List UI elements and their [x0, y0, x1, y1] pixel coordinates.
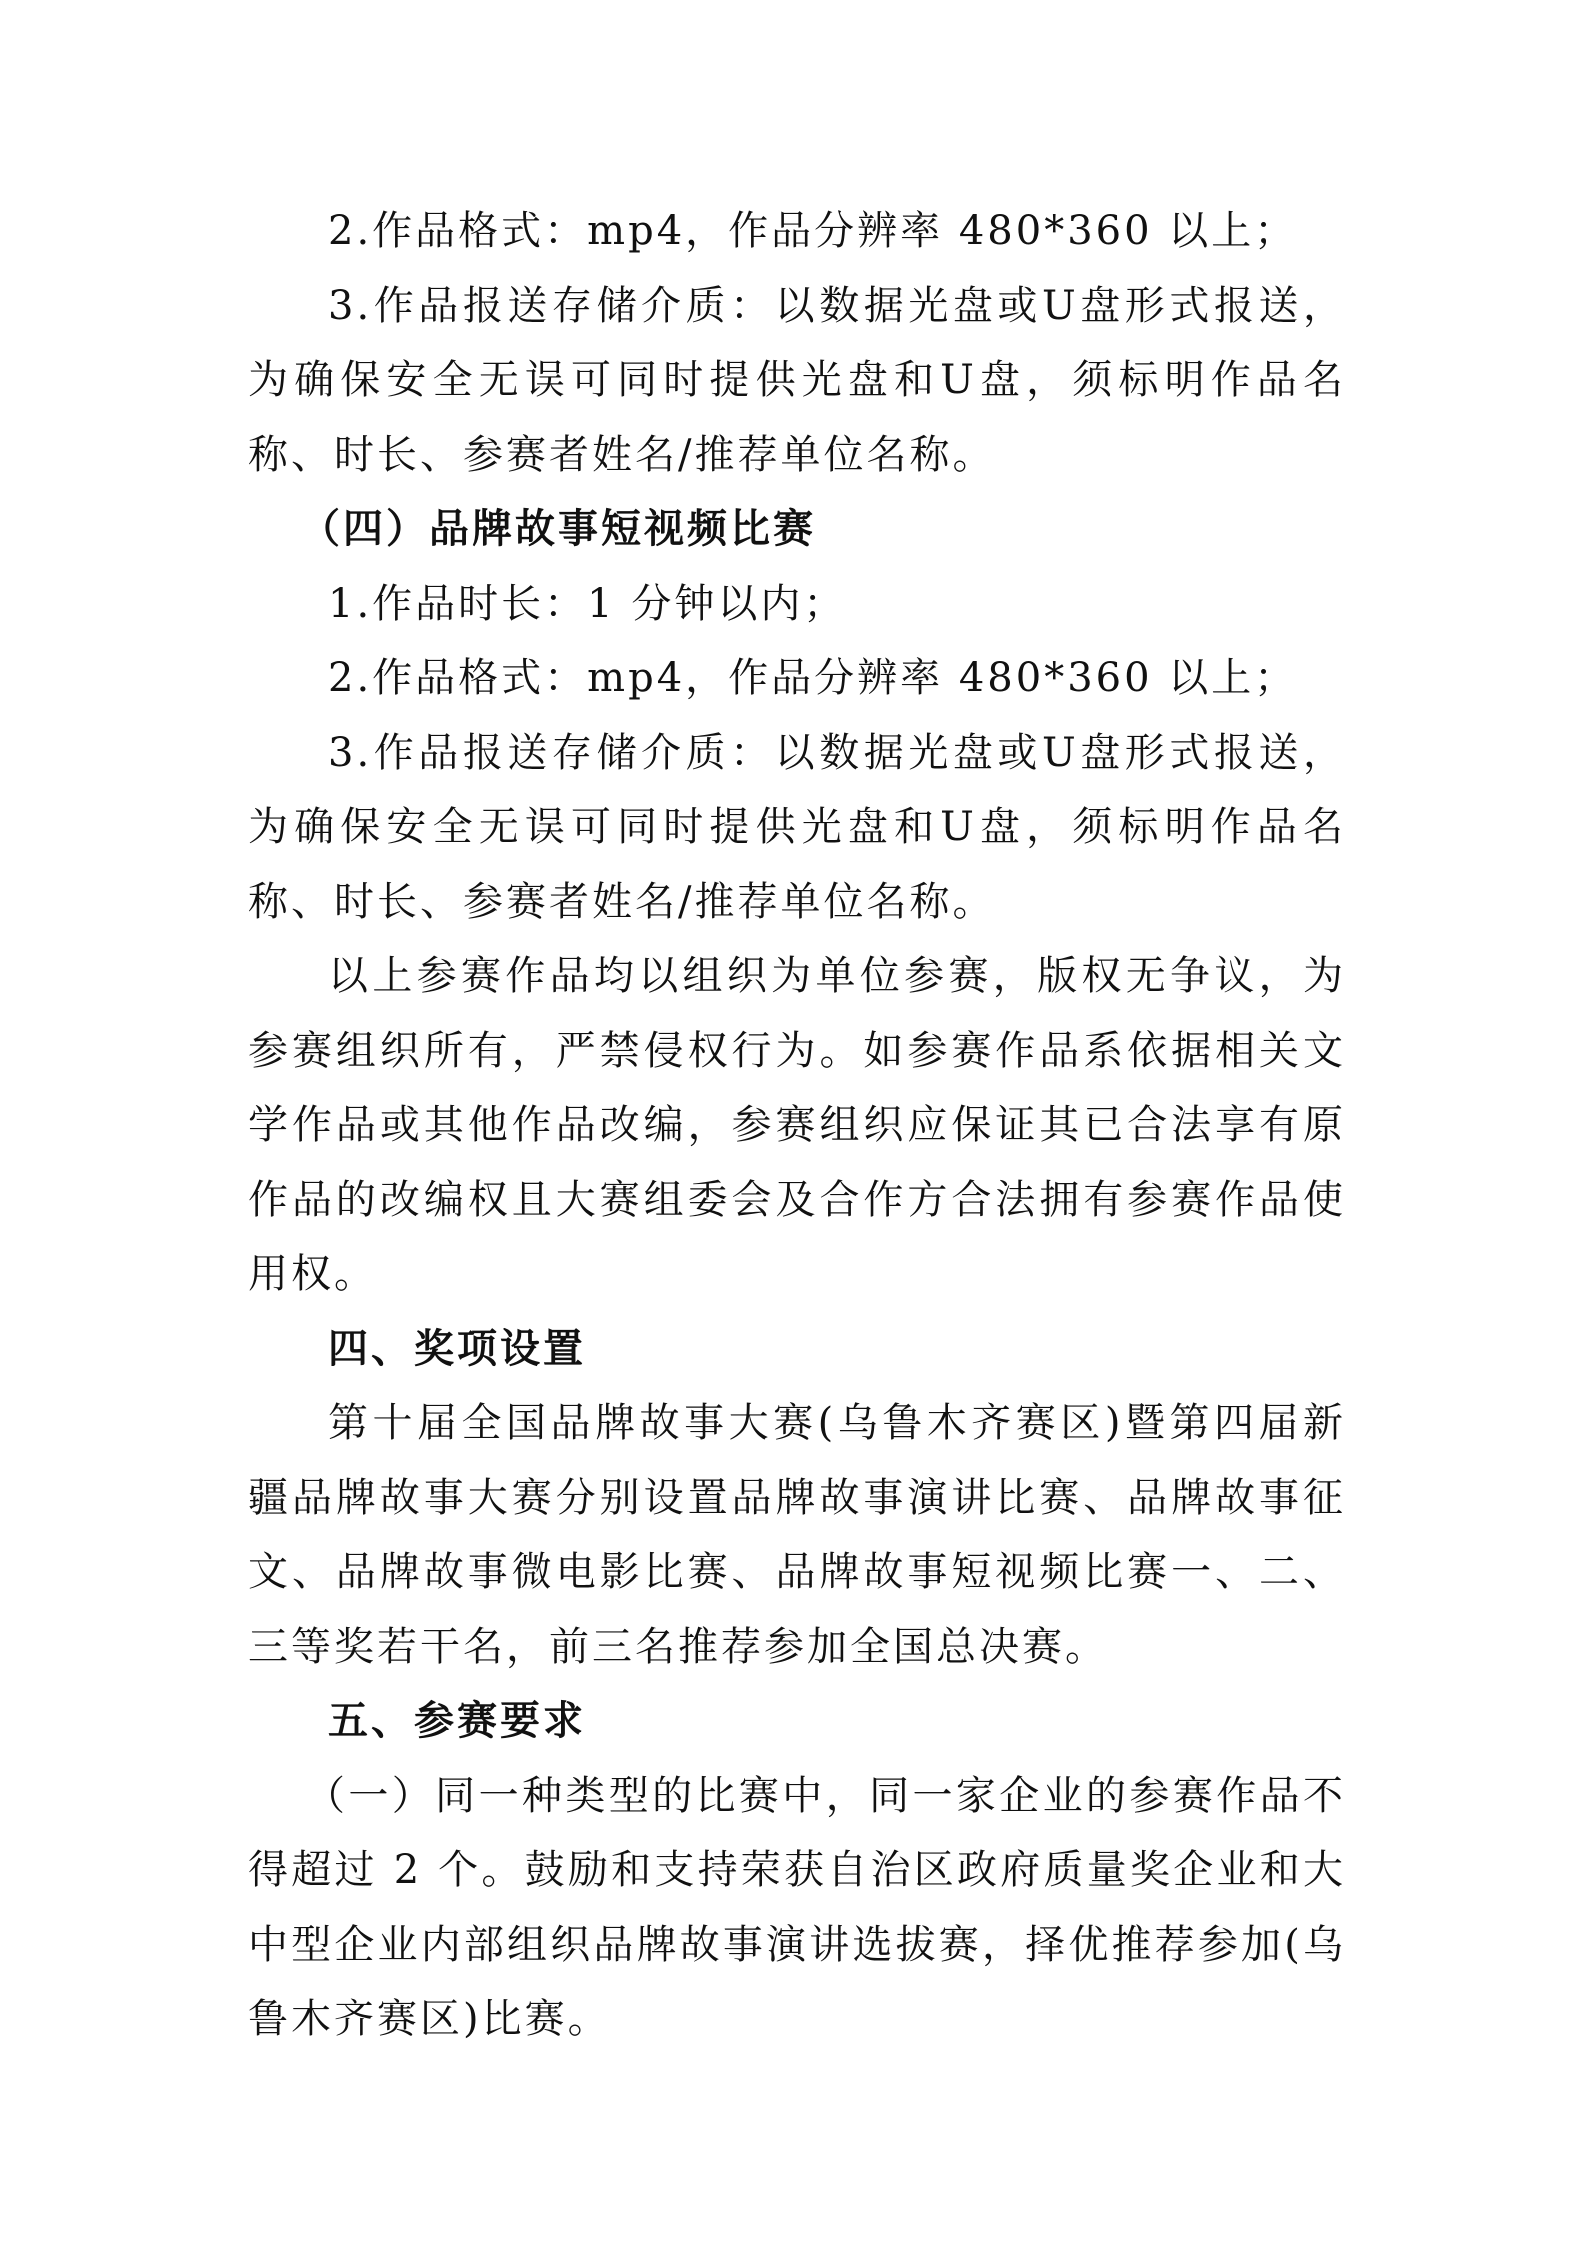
paragraph-duration-requirement: 1.作品时长：1 分钟以内；	[328, 580, 847, 627]
document-body	[248, 194, 1346, 2057]
heading-awards: 四、奖项设置	[328, 1325, 586, 1372]
paragraph-awards: 第十届全国品牌故事大赛(乌鲁木齐赛区)暨第四届新疆品牌故事大赛分别设置品牌故事演讲比赛、品牌故事征文、品牌故事微电影比赛、品牌故事短视频比赛一、二、三等奖若干名，前三名推荐参加全国总决赛。	[248, 1400, 1346, 1670]
subheading-short-video-contest: （四）品牌故事短视频比赛	[300, 506, 816, 552]
paragraph-participation-rule-1: （一）同一种类型的比赛中，同一家企业的参赛作品不得超过 2 个。鼓励和支持荣获自治区政府质量奖企业和大中型企业内部组织品牌故事演讲选拔赛，择优推荐参加(乌鲁木齐赛区)比赛。	[248, 1772, 1346, 2042]
paragraph-storage-medium-2: 3.作品报送存储介质：以数据光盘或U盘形式报送，为确保安全无误可同时提供光盘和U盘，须标明作品名称、时长、参赛者姓名/推荐单位名称。	[248, 729, 1346, 925]
heading-participation-requirements: 五、参赛要求	[328, 1698, 586, 1744]
paragraph-format-requirement-2: 2.作品格式：mp4，作品分辨率 480*360 以上；	[328, 655, 1298, 701]
paragraph-storage-medium: 3.作品报送存储介质：以数据光盘或U盘形式报送，为确保安全无误可同时提供光盘和U盘，须标明作品名称、时长、参赛者姓名/推荐单位名称。	[248, 282, 1346, 478]
paragraph-copyright: 以上参赛作品均以组织为单位参赛，版权无争议，为参赛组织所有，严禁侵权行为。如参赛作品系依据相关文学作品或其他作品改编，参赛组织应保证其已合法享有原作品的改编权且大赛组委会及合作方合法拥有参赛作品使用权。	[248, 953, 1346, 1297]
paragraph-format-requirement: 2.作品格式：mp4，作品分辨率 480*360 以上；	[328, 208, 1298, 254]
